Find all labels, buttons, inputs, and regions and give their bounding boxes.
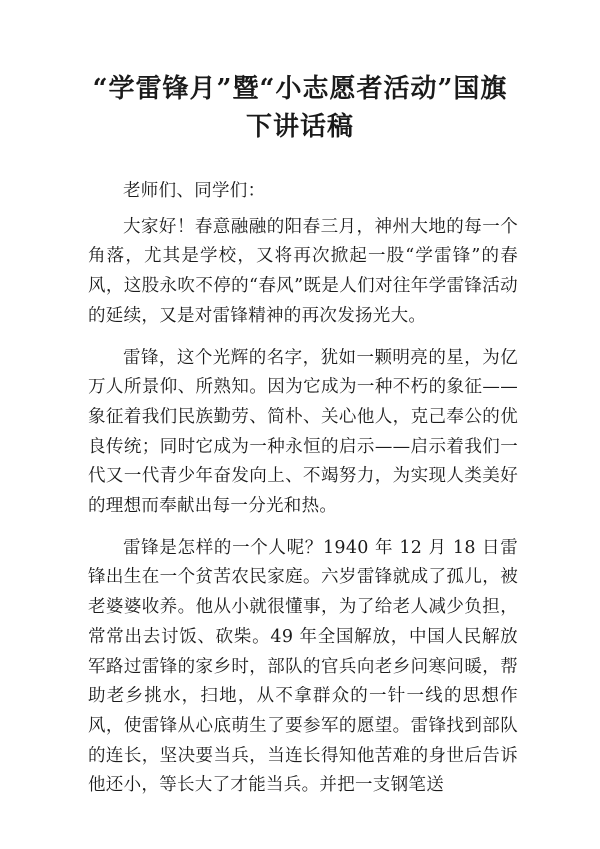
document-body <box>88 177 518 801</box>
title-line-2: 下讲话稿 <box>245 112 354 142</box>
paragraph-2: 雷锋，这个光辉的名字，犹如一颗明亮的星，为亿万人所景仰、所熟知。因为它成为一种不朽的象征——象征着我们民族勤劳、简朴、关心他人，克己奉公的优良传统；同时它成为一种永恒的启示——启示着我们一代又一代青少年奋发向上、不竭努力，为实现人类美好的理想而奉献出每一分光和热。 <box>88 347 518 517</box>
salutation: 老师们、同学们： <box>123 181 266 201</box>
document-title <box>90 70 510 146</box>
paragraph-1: 大家好！春意融融的阳春三月，神州大地的每一个角落，尤其是学校，又将再次掀起一股“学雷锋”的春风，这股永吹不停的“春风”既是人们对往年学雷锋活动的延续，又是对雷锋精神的再次发扬光大。 <box>88 216 518 326</box>
paragraph-3: 雷锋是怎样的一个人呢？1940 年 12 月 18 日雷锋出生在一个贫苦农民家庭。六岁雷锋就成了孤儿，被老婆婆收养。他从小就很懂事，为了给老人减少负担，常常出去讨饭、砍柴。49 年全国解放，中国人民解放军路过雷锋的家乡时，部队的官兵向老乡问寒问暖，帮助老乡挑水，扫地，从不拿群众的一针一线的思想作风，使雷锋从心底萌生了要参军的愿望。雷锋找到部队的连长，坚决要当兵，当连长得知他苦难的身世后告诉他还小，等长大了才能当兵。并把一支钢笔送 <box>88 537 518 796</box>
title-line-1: “学雷锋月”暨“小志愿者活动”国旗 <box>92 74 508 104</box>
